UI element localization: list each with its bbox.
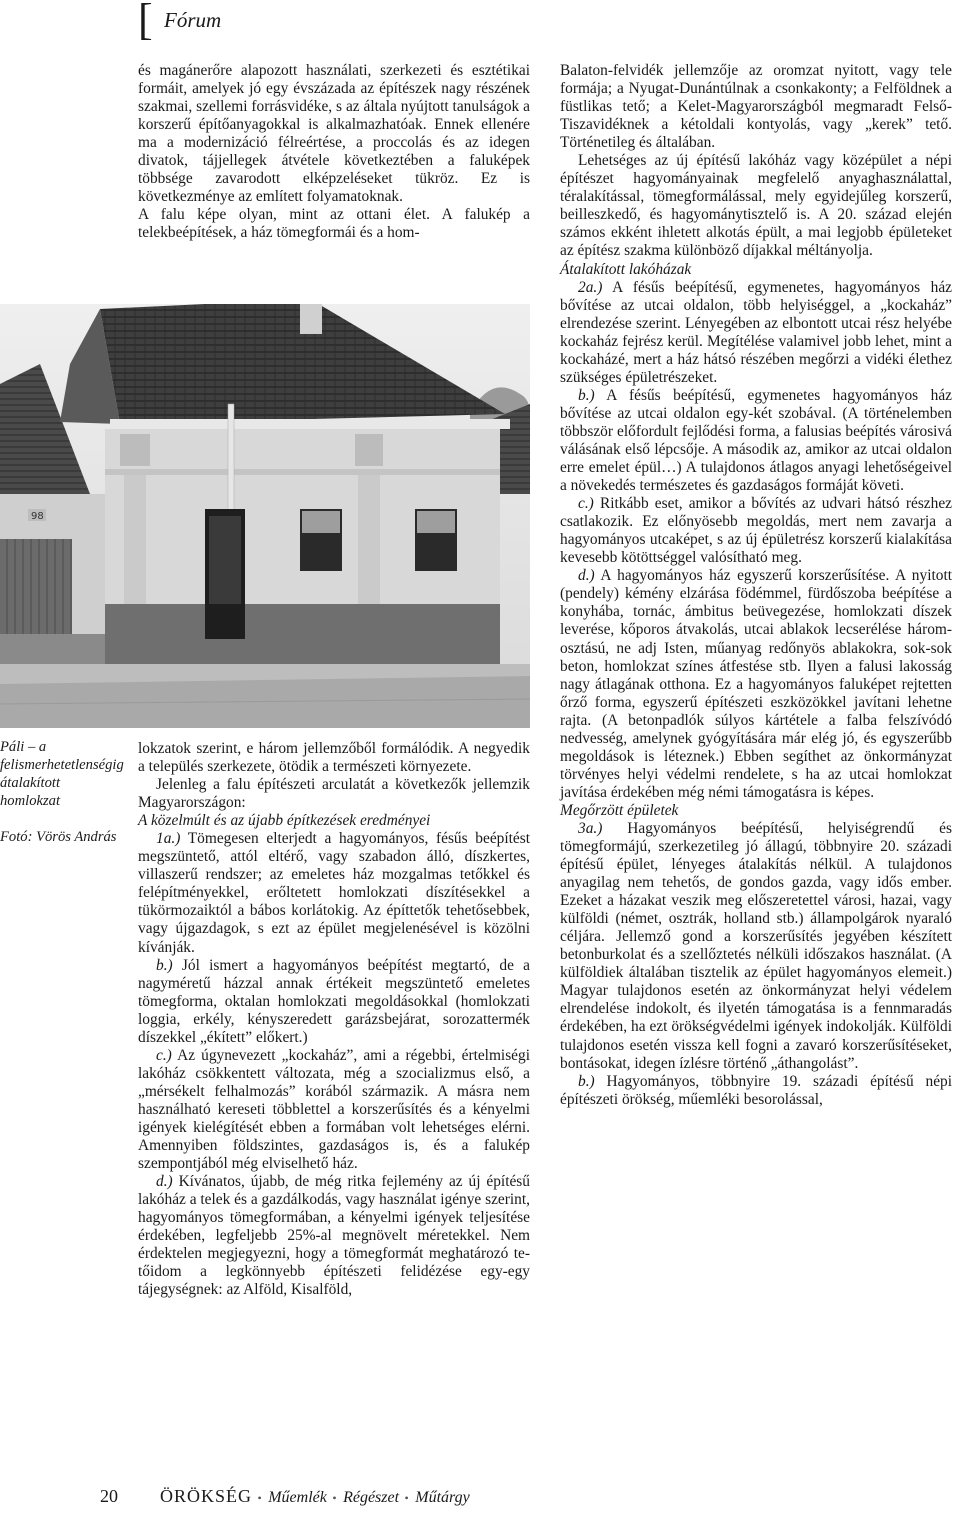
- section-archaeology: Régészet: [343, 1489, 400, 1506]
- section-artwork: Műtárgy: [415, 1489, 470, 1506]
- item-text: Kívánatos, újabb, de még ritka fejlemény az új építésű lakóház a telek és a gazdálkodás, vagy használat igénye szerint, hagyományos tömegformában, a kényelmi igények teljesítése érdekében, legfeljebb 25%-al megnövelt méretekkel. Nem érdektelen megjegyezni, hogy a tömegformát meghatározó te-tőidom a legkönnyebb építészeti felidézése egy-egy tájegységnek: az Alföld, Kisalföld,: [138, 1173, 530, 1299]
- paragraph: [138, 957, 530, 1047]
- caption-title: Páli – a felismerhetetlenségig átalakított homlokzat: [0, 739, 124, 809]
- item-label: b.): [578, 386, 595, 404]
- house-photo: [0, 304, 530, 728]
- paragraph: [560, 820, 952, 1073]
- paragraph: lokzatok szerint, e három jellemzőből formálódik. A negyedik a település szerkezete, ötödik a természeti környezete.: [138, 740, 530, 776]
- paragraph: A falu képe olyan, mint az ottani élet. A falukép a telekbeépítések, a ház tömegformái és a hom-: [138, 206, 530, 242]
- item-label: c.): [578, 495, 594, 513]
- column-a: [138, 62, 530, 242]
- page-number: 20: [100, 1486, 118, 1506]
- column-c: [560, 62, 952, 1109]
- item-label: d.): [156, 1173, 173, 1191]
- paragraph: [138, 1173, 530, 1299]
- subheading: Átalakított lakóházak: [560, 260, 692, 278]
- paragraph: [560, 279, 952, 387]
- item-label: d.): [578, 567, 595, 585]
- item-text: Hagyományos, többnyire 19. századi építésű népi építészeti örökség, műemléki besorolással,: [560, 1072, 952, 1108]
- bullet-separator: •: [404, 1491, 410, 1505]
- paragraph: [138, 1047, 530, 1173]
- item-text: Az úgynevezett „kockaház”, ami a régebbi, értelmiségi lakóház csökkentett változata, még a szocializmus első, a „mérsékelt felhalmozás” korából származik. A másra nem használható kereseti többlettel a korszerűsítés és a kényelmi igények kielégítését ebben a formában volt lehetséges elérni. Amennyiben földszintes, gazdaságos is, és a falukép szempontjából még elviselhető ház.: [138, 1046, 530, 1173]
- subheading: A közelmúlt és az újabb építkezések eredményei: [138, 812, 431, 830]
- item-text: Jól ismert a hagyományos beépítést megtartó, de a nagyméretű házzal annak értékeit megszüntető emeletes tömegforma, oktalan homlokzati megoldásokkal (homlokzati loggia, erkély, kényszeredett garázsbejárat, sorozattermék díszekkel „ékített” előkert.): [138, 956, 530, 1046]
- section-label: Fórum: [164, 8, 222, 32]
- paragraph: Lehetséges az új építésű lakóház vagy középület a népi építészet hagyományainak megfelelő anyaghasználattal, téralakítással, tömegformálással, mely egyidejűleg korszerű, beilleszkedő, és hagyománytisztelő is. A 20. század elején számos ekként ihletett alkotás épült, a mai legjobb épületeket az építész szakma különböző díjakkal méltányolja.: [560, 152, 952, 260]
- item-label: b.): [156, 956, 173, 974]
- paragraph: [138, 830, 530, 956]
- paragraph: [560, 387, 952, 495]
- bullet-separator: •: [332, 1491, 338, 1505]
- item-text: Tömegesen elterjedt a hagyományos, fésűs beépítést megszüntető, attól eltérő, vagy szabadon álló, díszkertes, villaszerű rendszer; az emeletes ház mozgalmas tetőkkel és felépítményekkel, erőltetett homlokzati díszítésekkel a tükörmozaiktól a bábos korlátokig. Az építtetők tehetősebbek, vagy újgazdagok, s ezt az épület megjelenésével is közölni kívánják.: [138, 830, 530, 956]
- item-label: b.): [578, 1072, 595, 1090]
- item-text: Hagyományos beépítésű, helyiségrendű és tömegformájú, szerkezetileg jó állagú, többnyire 20. századi építésű épület, lényeges átalakítás nélkül. A tulajdonos anyagilag nem tehetős, de gondos gazda, vagy idős ember. Ezeket a házakat veszik meg előszeretettel városi, hazai, vagy külföldi (német, osztrák, holland stb.) állampolgárok nyaraló céljára. Jellemző gond a korszerűsítés jegyében készített betonburkolat és a szellőztetés nélküli időszakos használat. (A külföldiek általában tisztelik az épület hagyományos elemeit.) Magyar tulajdonos esetén az önkormányzat helyi védelem elrendelése indokolt, és ilyetén támogatása is a fennmaradás érdekében, ha ezt örökségvédelmi igények indokolják. Külföldi tulajdonos esetén vissza kell fogni a zavaró korszerűsítéseket, bontásokat, idegen ízlésre történő „áthangolást”.: [560, 819, 952, 1072]
- paragraph: [560, 567, 952, 802]
- house-photo-illustration: [0, 304, 530, 728]
- house-number-sign: 98: [31, 511, 44, 522]
- bullet-separator: •: [257, 1491, 263, 1505]
- item-text: Ritkább eset, amikor a bővítés az udvari hátsó részhez csatlakozik. Ez előnyösebb megoldás, mert nem zavarja a hagyományos utcaképet, s az új épületrész korszerű kialakítása kevesebb kötöttséggel valósítható meg.: [560, 495, 952, 567]
- subheading: Megőrzött épületek: [560, 801, 679, 819]
- caption-credit: Fotó: Vörös András: [0, 829, 117, 845]
- section-monument: Műemlék: [268, 1489, 327, 1506]
- header-bracket: [: [138, 0, 153, 44]
- magazine-name: ÖRÖKSÉG: [160, 1486, 253, 1506]
- item-text: A fésűs beépítésű, egymenetes, hagyományos ház bővítése az utcai oldalon, több helyiséggel, a „kockaház” elrendezése szerint. Lényegében az elbontott utcai rész helyébe kockaház fejrész kerül. Megítélése valamivel jobb lehet, mint a kockaházé, mert a ház hátsó részében megőrzi a vidéki élethez szükséges épületrészeket.: [560, 278, 952, 386]
- item-label: 2a.): [578, 278, 603, 296]
- paragraph: és magánerőre alapozott használati, szerkezeti és esztétikai formáit, amelyek jó egy évszázada az építészek nagy részének szakmai, szellemi forrásvidéke, s az általa nyújtott tanulságok a korszerű építőanyagokkal is alkalmazhatóak. Ennek ellenére ma a modernizáció félreértése, a proccolás és az idegen divatok, tájjellegek átvétele következtében a faluképek többsége zavarodott elképzeléseket tükröz. Ez is következménye az említett folyamatoknak.: [138, 62, 530, 206]
- paragraph: Jelenleg a falu építészeti arculatát a következők jellemzik Magyarországon:: [138, 776, 530, 812]
- photo-caption: [0, 738, 124, 864]
- item-label: 1a.): [156, 830, 181, 848]
- item-text: A hagyományos ház egyszerű korszerűsítése. A nyitott (pendely) kémény elzárása födémmel, fürdőszoba beépítése a konyhába, tornác, ámbitus beüvegezése, homlokzati díszek leverése, kőporos átvakolás, utcai ablakok lecserélése három-osztású, ne adj Isten, műanyag redőnyös ablakokra, sok-sok beton, homlokzat színes átfestése stb. Ilyen a falusi lakosság nagy átlagának otthona. Ez a hagyományos faluképet rejtetten őrző forma, egyszerű építészeti eszközökkel javítani lehetne rajta. (A betonpadlók súlyos kártétele a falba felszívódó nedvesség, amelynek gyógyítására már elég jó, és egyszerűbb megoldások is léteznek.) Ebben segíthet az önkormányzat törvényes helyi védelmi rendelete, s ha az utcai homlokzat javítása érdekében még némi támogatásra is képes.: [560, 567, 952, 801]
- item-label: 3a.): [578, 819, 603, 837]
- paragraph: [560, 1073, 952, 1109]
- paragraph: [560, 495, 952, 567]
- page-footer: [0, 1486, 960, 1510]
- item-text: A fésűs beépítésű, egymenetes hagyományos ház bővítése az utcai oldalon egy-két szobával. (A történelemben többször előfordult fejlődési forma, a falusias beépítés városivá válásának első lépcsője. A második az, amikor az utcai oldalon erre emelet épül…) A tulajdonos átlagos anyagi lehetőségeivel a növekedés természetes és gazdaságos formáját követi.: [560, 386, 952, 495]
- column-b: [138, 740, 530, 1299]
- magazine-title: [160, 1486, 470, 1507]
- paragraph: Balaton-felvidék jellemzője az oromzat nyitott, vagy tele formája; a Nyugat-Dunántúlnak a csonkakonty; a Felföldnek a füstlikas tető; a Kelet-Magyarországból megmaradt Felső-Tiszavidéknek a kétoldali kontyolás, vagy „kerek” tető. Történetileg és általában.: [560, 62, 952, 152]
- item-label: c.): [156, 1046, 172, 1064]
